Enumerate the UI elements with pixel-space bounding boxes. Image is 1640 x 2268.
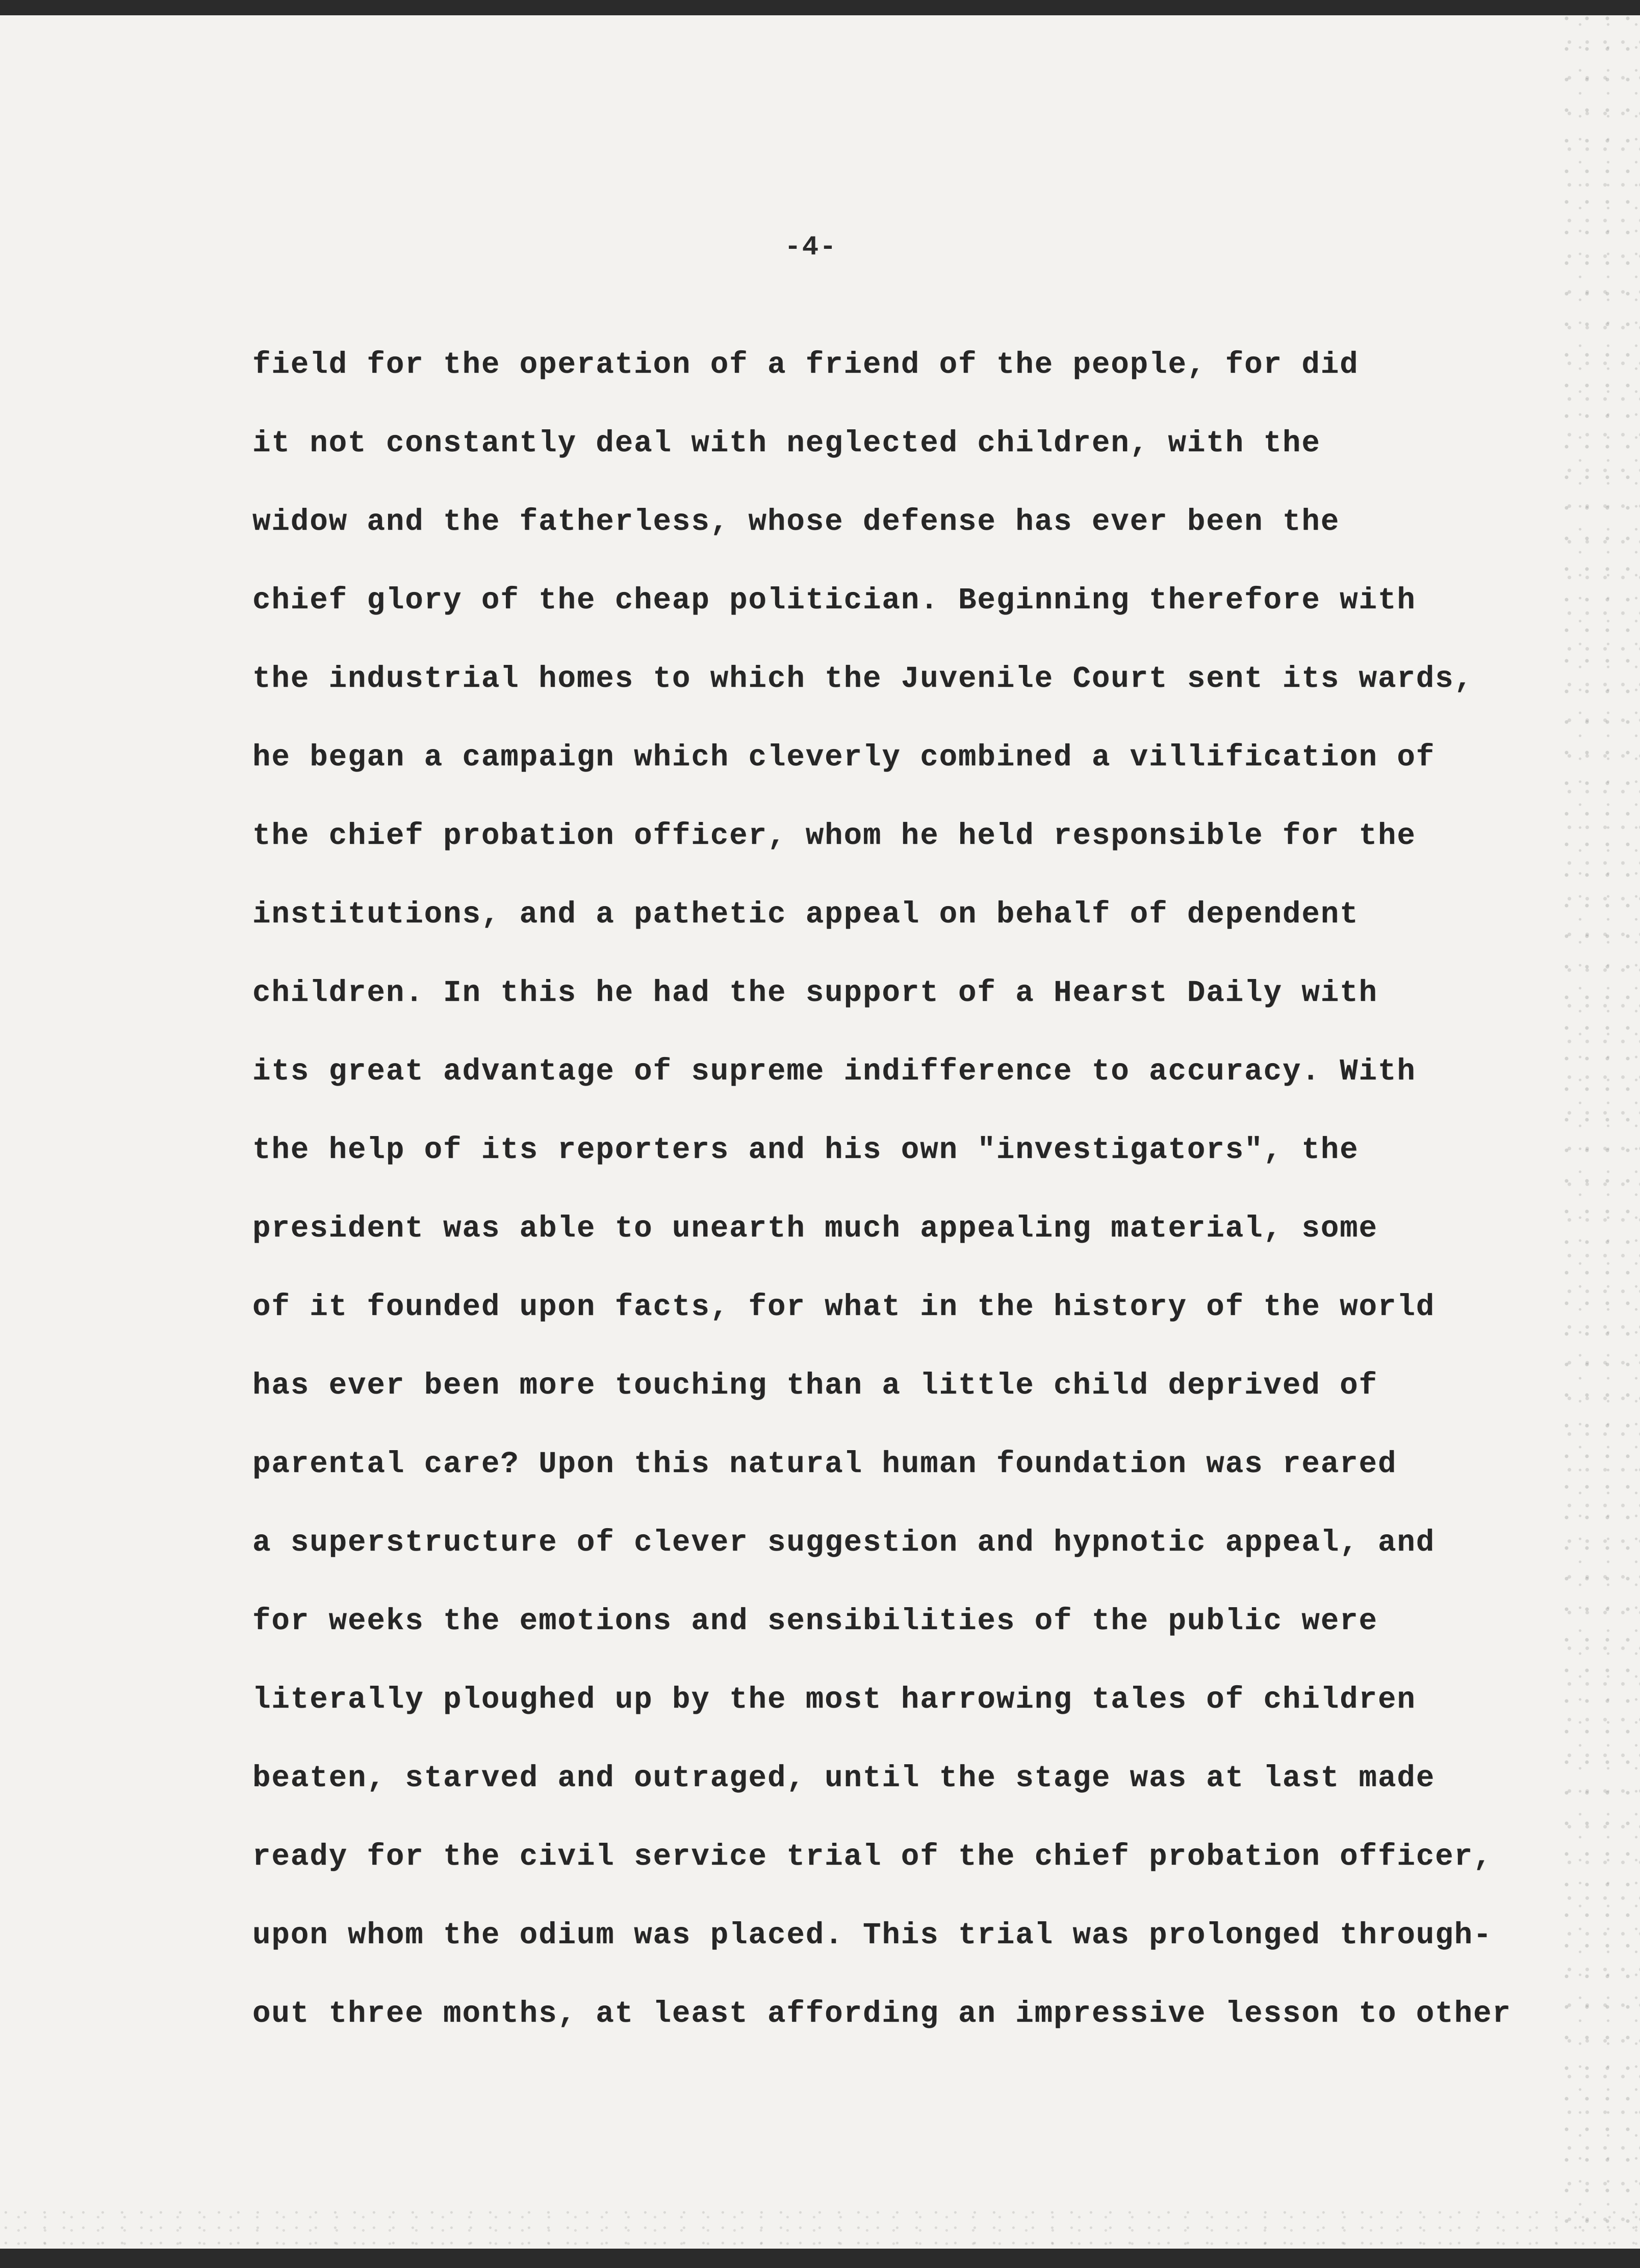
- text-line: for weeks the emotions and sensibilities of the public were: [252, 1604, 1378, 1638]
- text-line: children. In this he had the support of a Hearst Daily with: [252, 976, 1378, 1010]
- scan-edge-noise-bottom: [0, 2208, 1640, 2249]
- text-line: beaten, starved and outraged, until the stage was at last made: [252, 1761, 1436, 1795]
- text-line: of it founded upon facts, for what in the history of the world: [252, 1290, 1436, 1324]
- text-line: out three months, at least affording an impressive lesson to other: [252, 1997, 1511, 2031]
- text-line: its great advantage of supreme indifference to accuracy. With: [252, 1054, 1416, 1089]
- scan-border-bottom: [0, 2249, 1640, 2268]
- text-line: he began a campaign which cleverly combined a villification of: [252, 740, 1436, 775]
- text-line: widow and the fatherless, whose defense has ever been the: [252, 505, 1340, 539]
- text-line: it not constantly deal with neglected children, with the: [252, 426, 1321, 460]
- text-line: the help of its reporters and his own "investigators", the: [252, 1133, 1359, 1167]
- scan-border-top: [0, 0, 1640, 15]
- text-line: president was able to unearth much appealing material, some: [252, 1212, 1378, 1246]
- text-line: literally ploughed up by the most harrowing tales of children: [252, 1683, 1416, 1717]
- text-line: field for the operation of a friend of the people, for did: [252, 348, 1359, 382]
- text-line: institutions, and a pathetic appeal on behalf of dependent: [252, 897, 1359, 932]
- text-line: chief glory of the cheap politician. Beginning therefore with: [252, 583, 1416, 617]
- text-line: upon whom the odium was placed. This trial was prolonged through-: [252, 1918, 1493, 1952]
- text-line: ready for the civil service trial of the chief probation officer,: [252, 1840, 1493, 1874]
- text-line: parental care? Upon this natural human foundation was reared: [252, 1447, 1397, 1481]
- page-number: -4-: [784, 232, 837, 263]
- text-line: a superstructure of clever suggestion and hypnotic appeal, and: [252, 1526, 1436, 1560]
- text-line: the industrial homes to which the Juvenile Court sent its wards,: [252, 662, 1473, 696]
- scan-edge-noise: [1560, 15, 1640, 2249]
- text-line: has ever been more touching than a little child deprived of: [252, 1369, 1378, 1403]
- text-line: the chief probation officer, whom he held responsible for the: [252, 819, 1416, 853]
